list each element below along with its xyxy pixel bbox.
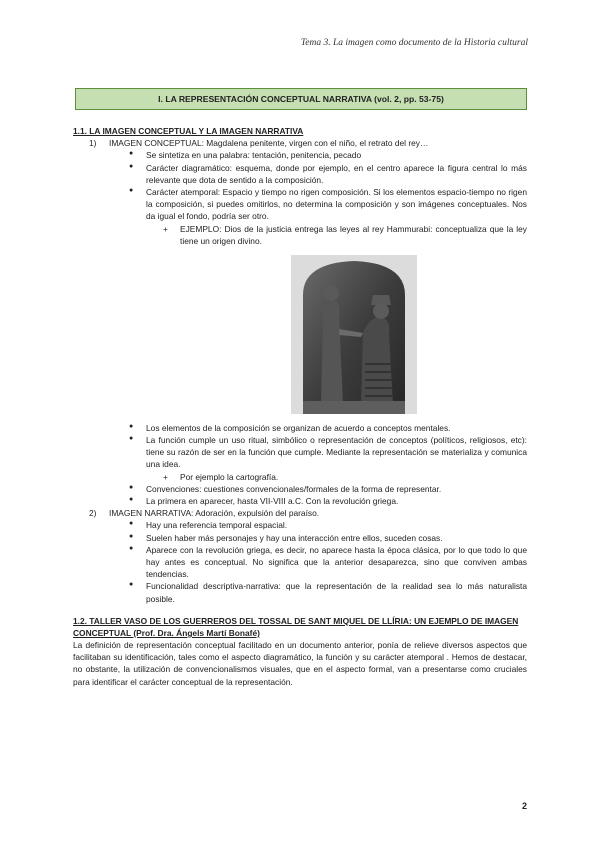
plus-icon: +	[163, 471, 168, 482]
bullet-item: ● Los elementos de la composición se organizan de acuerdo a conceptos mentales.	[129, 422, 451, 433]
bullet-icon: ●	[129, 162, 134, 170]
numbered-item-1	[73, 137, 527, 149]
bullet-item: ● Carácter diagramático: esquema, donde por ejemplo, en el centro aparece la figura central lo más relevante que dota de sentido a la composición.	[129, 162, 527, 185]
bullet-icon: ●	[129, 150, 134, 158]
author-credit: (Prof. Dra. Ángels Martí Bonafé)	[131, 627, 260, 638]
hammurabi-stele-image	[291, 255, 417, 414]
bullet-item: ● Suelen haber más personajes y hay una interacción entre ellos, suceden cosas.	[129, 532, 443, 543]
running-header: Tema 3. La imagen como documento de la Historia cultural	[300, 38, 528, 48]
bullet-item: ● Hay una referencia temporal espacial.	[129, 520, 288, 531]
bullet-icon: ●	[129, 422, 134, 430]
sub-bullet-item: + Por ejemplo la cartografía.	[163, 471, 279, 482]
bullet-icon: ●	[129, 496, 134, 503]
page-number: 2	[521, 801, 527, 811]
plus-icon: +	[163, 223, 168, 234]
bullet-icon: ●	[129, 581, 134, 589]
stele-illustration	[291, 255, 417, 414]
bullet-item: ● Carácter atemporal: Espacio y tiempo no rigen composición. Si los elementos espacio-tiempo no rigen la composición, si puedes omitirlos, no determina la composición y son imágenes conceptuales. Nos da igual el fondo, podría ser otro.	[129, 186, 527, 222]
document-body	[73, 125, 527, 688]
body-paragraph: La definición de representación conceptual facilitado en un documento anterior, ponía de relieve diversos aspectos que facilitaban su identificación, tales como el aspecto diagramático, la función y su carácter atemporal . Hemos de destacar, no obstante, la utilización de convencionalismos visuales, que en el aspecto formal, van a presentarse como cruciales para identificar el carácter conceptual de la representación.	[73, 640, 527, 687]
bullet-item: ● Aparece con la revolución griega, es decir, no aparece hasta la época clásica, por lo que todo lo que hay antes es conceptual. No significa que la anterior desaparezca, sino que conviven ambas tendencias.	[129, 544, 527, 580]
section-heading-1-2: 1.2. TALLER VASO DE LOS GUERREROS DEL TOSSAL DE SANT MIQUEL DE LLÍRIA: UN EJEMPLO DE IMAGEN CONCEPTUAL (Prof. Dra. Ángels Martí Bonafé)	[73, 615, 519, 638]
bullet-icon: ●	[129, 520, 134, 528]
item-text: IMAGEN NARRATIVA: Adoración, expulsión del paraíso.	[109, 508, 320, 519]
item-number: 1)	[89, 138, 97, 149]
banner-title: I. LA REPRESENTACIÓN CONCEPTUAL NARRATIVA (vol. 2, pp. 53-75)	[158, 93, 444, 104]
bullet-item: ● Se sintetiza en una palabra: tentación, penitencia, pecado	[129, 150, 362, 161]
bullet-icon: ●	[129, 532, 134, 540]
section-banner	[75, 88, 527, 110]
numbered-item-2	[73, 507, 527, 519]
bullet-icon: ●	[129, 435, 134, 443]
bullet-item: ● Funcionalidad descriptiva-narrativa: que la representación de la realidad sea lo más naturalista posible.	[129, 581, 527, 604]
item-number: 2)	[89, 508, 97, 519]
bullet-icon: ●	[129, 483, 134, 491]
bullet-item: ● La primera en aparecer, hasta VII-VIII a.C. Con la revolución griega.	[129, 496, 399, 506]
sub-bullet-item: + EJEMPLO: Dios de la justicia entrega las leyes al rey Hammurabi: conceptualiza que la ley tiene un origen divino.	[163, 223, 527, 246]
section-heading-1-1: 1.1. LA IMAGEN CONCEPTUAL Y LA IMAGEN NARRATIVA	[73, 126, 304, 136]
bullet-icon: ●	[129, 186, 134, 194]
bullet-item: ● La función cumple un uso ritual, simbólico o representación de conceptos (políticos, religiosos, etc): tiene su razón de ser en la función que cumple. Mediante la representación se materializa y comunica una idea.	[129, 435, 527, 470]
bullet-icon: ●	[129, 544, 134, 552]
bullet-item: ● Convenciones: cuestiones convencionales/formales de la forma de representar.	[129, 483, 442, 494]
item-text: IMAGEN CONCEPTUAL: Magdalena penitente, virgen con el niño, el retrato del rey…	[109, 138, 429, 149]
